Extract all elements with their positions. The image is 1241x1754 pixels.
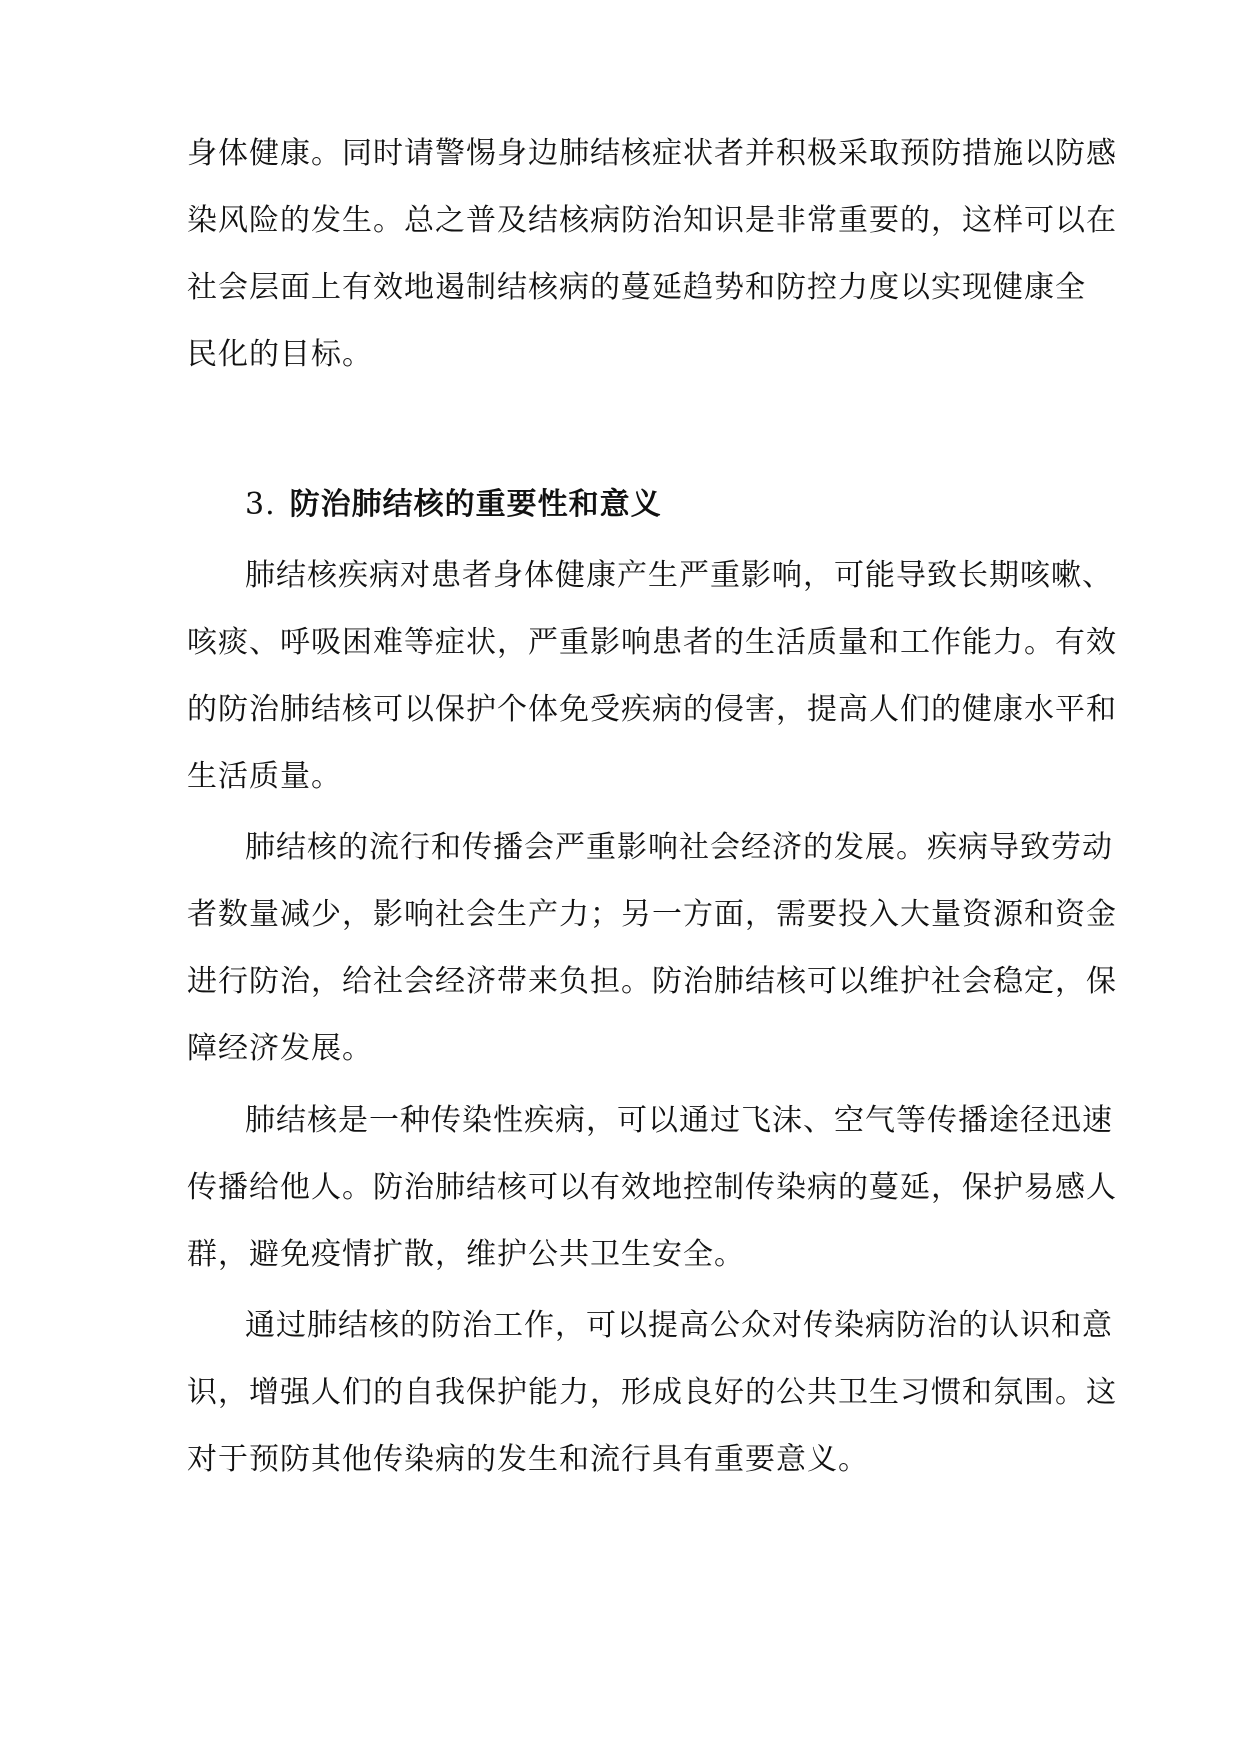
text-line: 的防治肺结核可以保护个体免受疾病的侵害，提高人们的健康水平和 xyxy=(187,692,1117,727)
text-line: 染风险的发生。总之普及结核病防治知识是非常重要的，这样可以在 xyxy=(187,203,1117,238)
text-line: 通过肺结核的防治工作，可以提高公众对传染病防治的认识和意 xyxy=(245,1308,1113,1343)
section-heading xyxy=(245,485,662,525)
section-number: 3. xyxy=(245,487,276,522)
text-line: 咳痰、呼吸困难等症状，严重影响患者的生活质量和工作能力。有效 xyxy=(187,625,1117,660)
text-line: 肺结核疾病对患者身体健康产生严重影响，可能导致长期咳嗽、 xyxy=(245,558,1113,593)
text-line: 社会层面上有效地遏制结核病的蔓延趋势和防控力度以实现健康全 xyxy=(187,270,1086,305)
text-line: 传播给他人。防治肺结核可以有效地控制传染病的蔓延，保护易感人 xyxy=(187,1170,1117,1205)
text-line: 障经济发展。 xyxy=(187,1031,373,1066)
section-title: 防治肺结核的重要性和意义 xyxy=(289,487,662,522)
text-line: 身体健康。同时请警惕身边肺结核症状者并积极采取预防措施以防感 xyxy=(187,136,1117,171)
text-line: 肺结核的流行和传播会严重影响社会经济的发展。疾病导致劳动 xyxy=(245,830,1113,865)
text-line: 识，增强人们的自我保护能力，形成良好的公共卫生习惯和氛围。这 xyxy=(187,1375,1117,1410)
text-line: 生活质量。 xyxy=(187,759,342,794)
text-line: 肺结核是一种传染性疾病，可以通过飞沫、空气等传播途径迅速 xyxy=(245,1103,1113,1138)
text-line: 对于预防其他传染病的发生和流行具有重要意义。 xyxy=(187,1442,869,1477)
text-line: 者数量减少，影响社会生产力；另一方面，需要投入大量资源和资金 xyxy=(187,897,1117,932)
text-line: 民化的目标。 xyxy=(187,337,373,372)
text-line: 进行防治，给社会经济带来负担。防治肺结核可以维护社会稳定，保 xyxy=(187,964,1117,999)
text-line: 群，避免疫情扩散，维护公共卫生安全。 xyxy=(187,1237,745,1272)
